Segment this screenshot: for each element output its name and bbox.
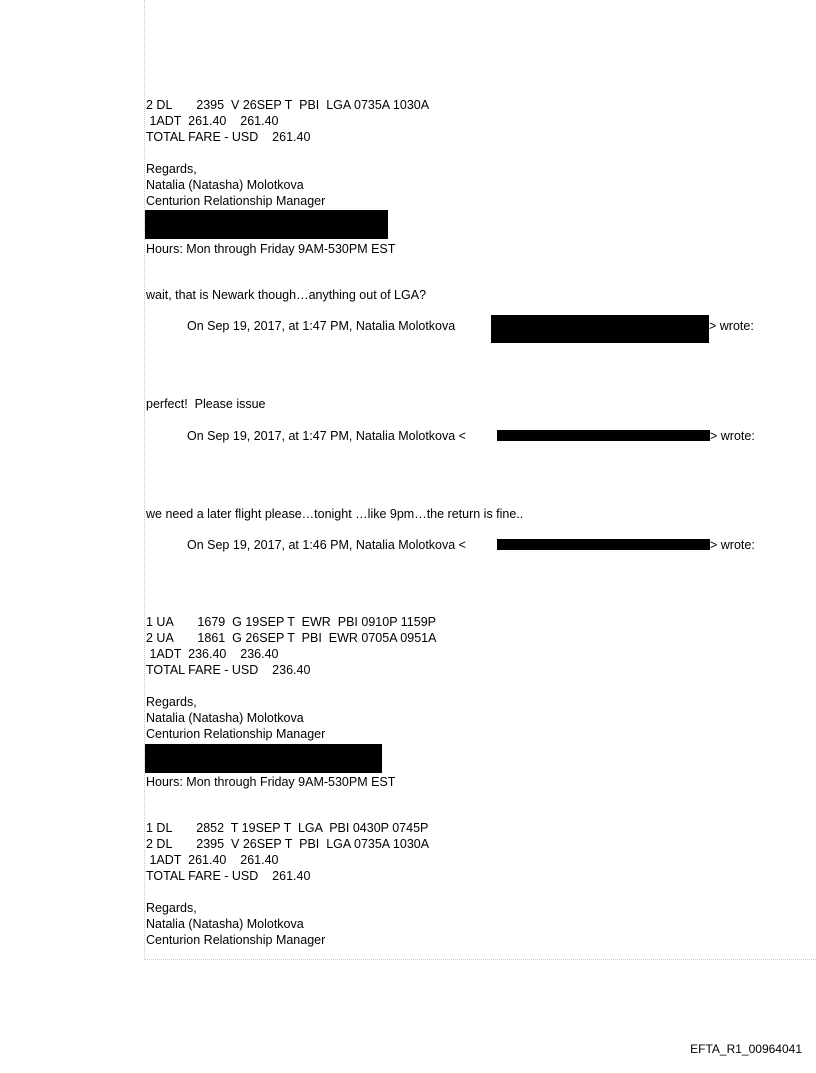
redaction-box	[497, 430, 710, 441]
itinerary-segment-2: 2 DL 2395 V 26SEP T PBI LGA 0735A 1030A	[146, 98, 430, 112]
signature-name: Natalia (Natasha) Molotkova	[146, 178, 304, 192]
redaction-box	[497, 539, 710, 550]
quoted-reply-header	[187, 537, 466, 553]
signature-name: Natalia (Natasha) Molotkova	[146, 711, 304, 725]
total-fare-line: TOTAL FARE - USD 261.40	[146, 869, 311, 883]
passenger-fare-line: 1ADT 261.40 261.40	[146, 853, 279, 867]
quote-wrote-label: > wrote:	[709, 319, 754, 333]
itinerary-segment-1: 1 UA 1679 G 19SEP T EWR PBI 0910P 1159P	[146, 615, 436, 629]
quoted-reply-header	[187, 318, 459, 334]
message-body: we need a later flight please…tonight …like 9pm…the return is fine..	[146, 507, 524, 521]
signature-regards: Regards,	[146, 162, 197, 176]
itinerary-segment-1: 1 DL 2852 T 19SEP T LGA PBI 0430P 0745P	[146, 821, 429, 835]
quote-attribution: On Sep 19, 2017, at 1:47 PM, Natalia Molotkova	[187, 319, 459, 333]
quoted-reply-header	[187, 428, 466, 444]
total-fare-line: TOTAL FARE - USD 261.40	[146, 130, 311, 144]
passenger-fare-line: 1ADT 236.40 236.40	[146, 647, 279, 661]
itinerary-segment-2: 2 UA 1861 G 26SEP T PBI EWR 0705A 0951A	[146, 631, 437, 645]
message-body: wait, that is Newark though…anything out of LGA?	[146, 288, 427, 302]
passenger-fare-line: 1ADT 261.40 261.40	[146, 114, 279, 128]
signature-regards: Regards,	[146, 695, 197, 709]
redaction-box	[491, 315, 709, 343]
message-body: perfect! Please issue	[146, 397, 266, 411]
office-hours: Hours: Mon through Friday 9AM-530PM EST	[146, 242, 396, 256]
quote-attribution: On Sep 19, 2017, at 1:46 PM, Natalia Molotkova <	[187, 538, 466, 552]
signature-title: Centurion Relationship Manager	[146, 933, 326, 947]
signature-title: Centurion Relationship Manager	[146, 194, 326, 208]
signature-regards: Regards,	[146, 901, 197, 915]
redaction-box	[145, 744, 382, 773]
quote-attribution: On Sep 19, 2017, at 1:47 PM, Natalia Molotkova <	[187, 429, 466, 443]
total-fare-line: TOTAL FARE - USD 236.40	[146, 663, 311, 677]
quote-wrote-label: > wrote:	[710, 538, 755, 552]
signature-name: Natalia (Natasha) Molotkova	[146, 917, 304, 931]
signature-title: Centurion Relationship Manager	[146, 727, 326, 741]
document-id-footer: EFTA_R1_00964041	[690, 1042, 802, 1056]
office-hours: Hours: Mon through Friday 9AM-530PM EST	[146, 775, 396, 789]
quote-wrote-label: > wrote:	[710, 429, 755, 443]
itinerary-segment-2: 2 DL 2395 V 26SEP T PBI LGA 0735A 1030A	[146, 837, 430, 851]
redaction-box	[145, 210, 388, 239]
